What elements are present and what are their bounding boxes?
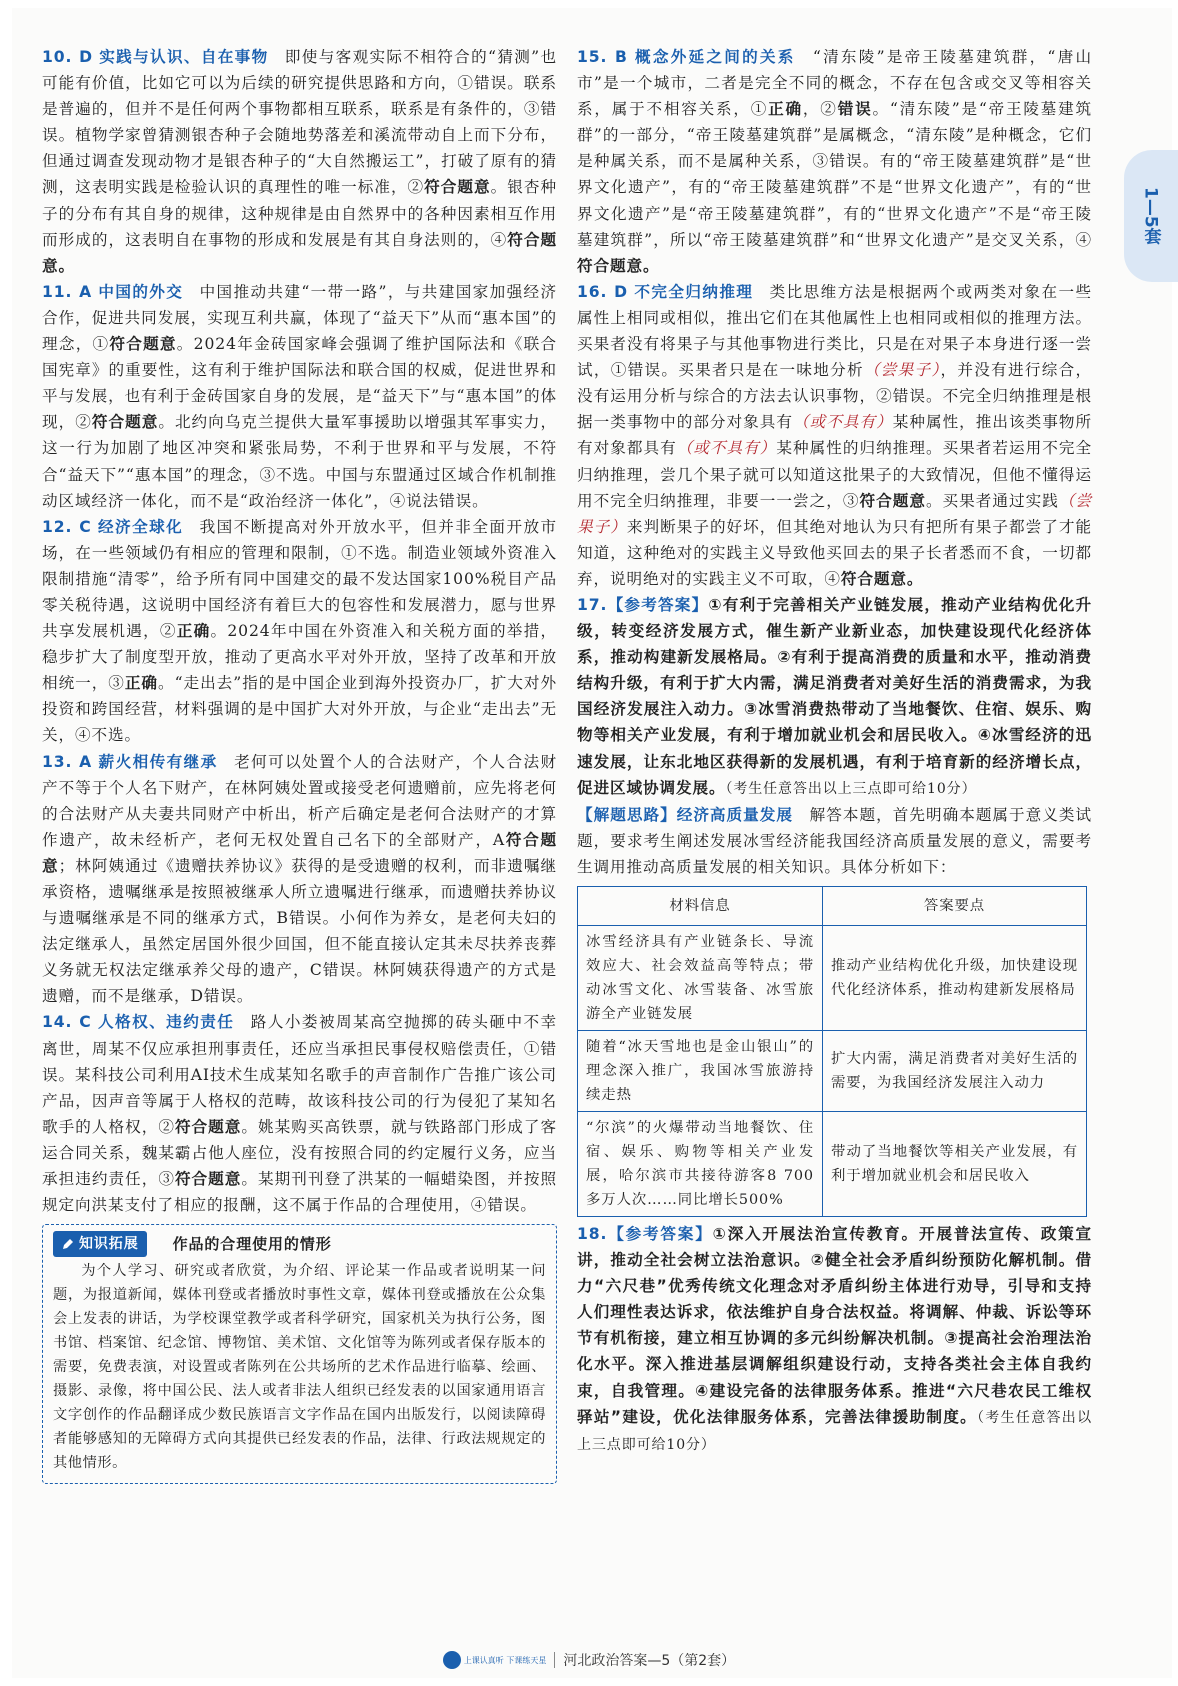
table-header-row: [578, 887, 1087, 926]
answer-12: 12. C 经济全球化 我国不断提高对外开放水平，但并非全面开放市场，在一些领域仍有相应的管理和限制，①不选。制造业领域外资准入限制措施“清零”，给予所有同中国建交的最不发达国家100%税目产品零关税待遇，这说明中国经济有着巨大的包容性和发展潜力，愿与世界共享发展机遇，②正确。2024年中国在外资准入和关税方面的举措，稳步扩大了制度型开放，推动了更高水平对外开放，坚持了改革和开放相统一，③正确。“走出去”指的是中国企业到海外投资办厂，扩大对外投资和跨国经营，材料强调的是中国扩大对外开放，与企业“走出去”无关，④不选。: [42, 517, 558, 745]
q-topic: 薪火相传有继承: [98, 752, 218, 771]
answer-10: 10. D 实践与认识、自在事物 即使与客观实际不相符合的“猜测”也可能有价值，比如它可以为后续的研究提供思路和方向，①错误。联系是普遍的，但并不是任何两个事物都相互联系，联系是有条件的，③错误。植物学家曾猜测银杏种子会随地势落差和溪流带动自上而下分布，但通过调查发现动物才是银杏种子的“大自然搬运工”，打破了原有的猜测，这表明实践是检验认识的真理性的唯一标准，②符合题意。银杏种子的分布有其自身的规律，这种规律是由自然界中的各种因素相互作用而形成的，这表明自在事物的形成和发展是有其自身法则的，④符合题意。: [42, 48, 558, 275]
knowledge-badge: 知识拓展: [53, 1231, 147, 1257]
right-column: [577, 44, 1092, 1458]
answer-15: 15. B 概念外延之间的关系 “清东陵”是帝王陵墓建筑群，“唐山市”是一个城市，二者是完全不同的概念，不存在包含或交叉等相容关系，属于不相容关系，①正确，②错误。“清东陵”是“帝王陵墓建筑群”的一部分，“帝王陵墓建筑群”是属概念，“清东陵”是种概念，它们是种属关系，而不是属种关系，③错误。有的“帝王陵墓建筑群”是“世界文化遗产”，有的“帝王陵墓建筑群”不是“世界文化遗产”，有的“世界文化遗产”是“帝王陵墓建筑群”，有的“世界文化遗产”不是“帝王陵墓建筑群”，所以“帝王陵墓建筑群”和“世界文化遗产”是交叉关系，④符合题意。: [577, 48, 1092, 275]
q-topic: 概念外延之间的关系: [635, 48, 796, 66]
answer-13: 13. A 薪火相传有继承 老何可以处置个人的合法财产，个人合法财产不等于个人名下财产，在林阿姨处置或接受老何遗赠前，应先将老何的合法财产从夫妻共同财产中析出，析产后确定是老何合法财产的才算作遗产，故未经析产，老何无权处置自己名下的全部财产，A符合题意；林阿姨通过《遗赠扶养协议》获得的是受遗赠的权利，而非遗嘱继承资格，遗嘱继承是按照被继承人所立遗嘱进行继承，而遗赠扶养协议与遗嘱继承是不同的继承方式，B错误。小何作为养女，是老何夫妇的法定继承人，虽然定居国外很少回国，但不能直接认定其未尽扶养丧葬义务就无权法定继承养父母的遗产，C错误。林阿姨获得遗产的方式是遗赠，而不是继承，D错误。: [42, 752, 558, 1006]
q-number: 15. B: [577, 48, 628, 66]
q-number: 10. D: [42, 48, 93, 66]
q-topic: 经济全球化: [97, 517, 184, 536]
table-cell: 推动产业结构优化升级，加快建设现代化经济体系，推动构建新发展格局: [823, 926, 1087, 1031]
q-number: 17.: [577, 595, 608, 614]
answer-11: 11. A 中国的外交 中国推动共建“一带一路”，与共建国家加强经济合作，促进共同发展，实现互利共赢，体现了“益天下”从而“惠本国”的理念，①符合题意。2024年金砖国家峰会强调了维护国际法和《联合国宪章》的重要性，这有利于维护国际法和联合国的权威，促进世界和平与发展，也有利于金砖国家自身的发展，是“益天下”与“惠本国”的体现，②符合题意。北约向乌克兰提供大量军事援助以增强其军事实力，这一行为加剧了地区冲突和紧张局势，不利于世界和平与发展，不符合“益天下”“惠本国”的理念，③不选。中国与东盟通过区域合作机制推动区域经济一体化，而不是“政治经济一体化”，④说法错误。: [42, 282, 557, 510]
knowledge-body: 为个人学习、研究或者欣赏，为介绍、评论某一作品或者说明某一问题，为报道新闻，媒体刊登或者播放时事性文章，媒体刊登或播放在公众集会上发表的讲话，为学校课堂教学或者科学研究，国家机关为执行公务，图书馆、档案馆、纪念馆、博物馆、美术馆、文化馆等为陈列或者保存版本的需要，免费表演，对设置或者陈列在公共场所的艺术作品进行临摹、绘画、摄影、录像，将中国公民、法人或者非法人组织已经发表的以国家通用语言文字创作的作品翻译成少数民族语言文字作品在国内出版发行，以阅读障碍者能够感知的无障碍方式向其提供已经发表的作品，法律、行政法规规定的其他情形。: [53, 1263, 546, 1472]
analysis-table: [577, 886, 1087, 1217]
q-number: 18.: [577, 1225, 608, 1243]
q-number: 14. C: [42, 1013, 92, 1032]
reference-answer-tag: 【参考答案】: [607, 1225, 713, 1243]
publisher-logo: [443, 1651, 547, 1669]
footer-divider: [554, 1652, 555, 1668]
q-number: 12. C: [42, 517, 92, 536]
solution-approach: 【解题思路】经济高质量发展 解答本题，首先明确本题属于意义类试题，要求考生阐述发展冰雪经济能我国经济高质量发展的意义，需要考生调用推动高质量发展的相关知识。具体分析如下：: [577, 805, 1093, 876]
left-column: [42, 44, 557, 1484]
pencil-icon: [61, 1237, 75, 1251]
answer-14: 14. C 人格权、违约责任 路人小娄被周某高空抛掷的砖头砸中不幸离世，周某不仅应承担刑事责任，还应当承担民事侵权赔偿责任，①错误。某科技公司利用AI技术生成某知名歌手的声音制作广告推广该公司产品，因声音等属于人格权的范畴，故该科技公司的行为侵犯了某知名歌手的人格权，②符合题意。姚某购买高铁票，就与铁路部门形成了客运合同关系，魏某霸占他人座位，没有按照合同的约定履行义务，应当承担违约责任，③符合题意。某期刊刊登了洪某的一幅蜡染图，并按照规定向洪某支付了相应的报酬，这不属于作品的合理使用，④错误。: [42, 1013, 558, 1215]
logo-icon: [443, 1651, 461, 1669]
knowledge-title: 作品的合理使用的情形: [172, 1235, 332, 1254]
table-cell: 冰雪经济具有产业链条长、导流效应大、社会效益高等特点；带动冰雪文化、冰雪装备、冰雪旅游全产业链发展: [578, 926, 823, 1031]
q-topic: 不完全归纳推理: [634, 282, 754, 301]
q-number: 16. D: [577, 282, 628, 301]
q-topic: 中国的外交: [98, 282, 184, 301]
column-header: 答案要点: [823, 887, 1087, 926]
solution-tag: 【解题思路】经济高质量发展: [577, 805, 794, 824]
knowledge-extension-box: [42, 1224, 557, 1484]
table-cell: 扩大内需，满足消费者对美好生活的需要，为我国经济发展注入动力: [823, 1031, 1087, 1112]
q-topic: 实践与认识、自在事物: [99, 48, 269, 66]
table-row: [578, 1031, 1087, 1112]
set-range-tab: 1—5套: [1124, 150, 1178, 282]
footer-page-label: 河北政治答案—5（第2套）: [563, 1653, 736, 1669]
column-header: 材料信息: [578, 887, 823, 926]
q-number: 13. A: [42, 752, 93, 771]
table-cell: “尔滨”的火爆带动当地餐饮、住宿、娱乐、购物等相关产业发展，哈尔滨市共接待游客8 700多万人次……同比增长500%: [578, 1112, 823, 1217]
table-row: [578, 926, 1087, 1031]
q-number: 11. A: [42, 282, 93, 301]
table-row: [578, 1112, 1087, 1217]
answer-16: 16. D 不完全归纳推理 类比思维方法是根据两个或两类对象在一些属性上相同或相似，推出它们在其他属性上也相同或相似的推理方法。买果者没有将果子与其他事物进行类比，只是在对果子本身进行逐一尝试，①错误。买果者只是在一味地分析（尝果子），并没有进行综合，没有运用分析与综合的方法去认识事物，②错误。不完全归纳推理是根据一类事物中的部分对象具有（或不具有）某种属性，推出该类事物所有对象都具有（或不具有）某种属性的归纳推理。买果者若运用不完全归纳推理，尝几个果子就可以知道这批果子的大致情况，但他不懂得运用不完全归纳推理，非要一一尝之，③符合题意。买果者通过实践（尝果子）来判断果子的好坏，但其绝对地认为只有把所有果子都尝了才能知道，这种绝对的实践主义导致他买回去的果子长者悉而不食，一切都弃，说明绝对的实践主义不可取，④符合题意。: [577, 282, 1093, 588]
page-footer: [0, 1650, 1178, 1670]
answer-18: 18.【参考答案】①深入开展法治宣传教育。开展普法宣传、政策宣讲，推动全社会树立法治意识。②健全社会矛盾纠纷预防化解机制。借力“六尺巷”优秀传统文化理念对矛盾纠纷主体进行劝导，引导和支持人们理性表达诉求，依法维护自身合法权益。将调解、仲裁、诉讼等环节有机衔接，建立相互协调的多元纠纷解决机制。③提高社会治理法治化水平。深入推进基层调解组织建设行动，支持各类社会主体自我约束，自我管理。④建设完备的法律服务体系。推进“六尺巷农民工维权驿站”建设，优化法律服务体系，完善法律援助制度。（考生任意答出以上三点即可给10分）: [577, 1225, 1092, 1453]
table-cell: 带动了当地餐饮等相关产业发展，有利于增加就业机会和居民收入: [823, 1112, 1087, 1217]
logo-slogan: 上课认真听 下课练天星: [463, 1655, 547, 1665]
q-topic: 人格权、违约责任: [97, 1013, 235, 1032]
answer-17: 17.【参考答案】①有利于完善相关产业链发展，推动产业结构优化升级，转变经济发展方式，催生新产业新业态，加快建设现代化经济体系，推动构建新发展格局。②有利于提高消费的质量和水平，推动消费结构升级，有利于扩大内需，满足消费者对美好生活的消费需求，为我国经济发展注入动力。③冰雪消费热带动了当地餐饮、住宿、娱乐、购物等相关产业发展，有利于增加就业机会和居民收入。④冰雪经济的迅速发展，让东北地区获得新的发展机遇，有利于培育新的经济增长点，促进区域协调发展。（考生任意答出以上三点即可给10分）: [577, 595, 1092, 797]
reference-answer-tag: 【参考答案】: [607, 595, 709, 614]
table-cell: 随着“冰天雪地也是金山银山”的理念深入推广，我国冰雪旅游持续走热: [578, 1031, 823, 1112]
